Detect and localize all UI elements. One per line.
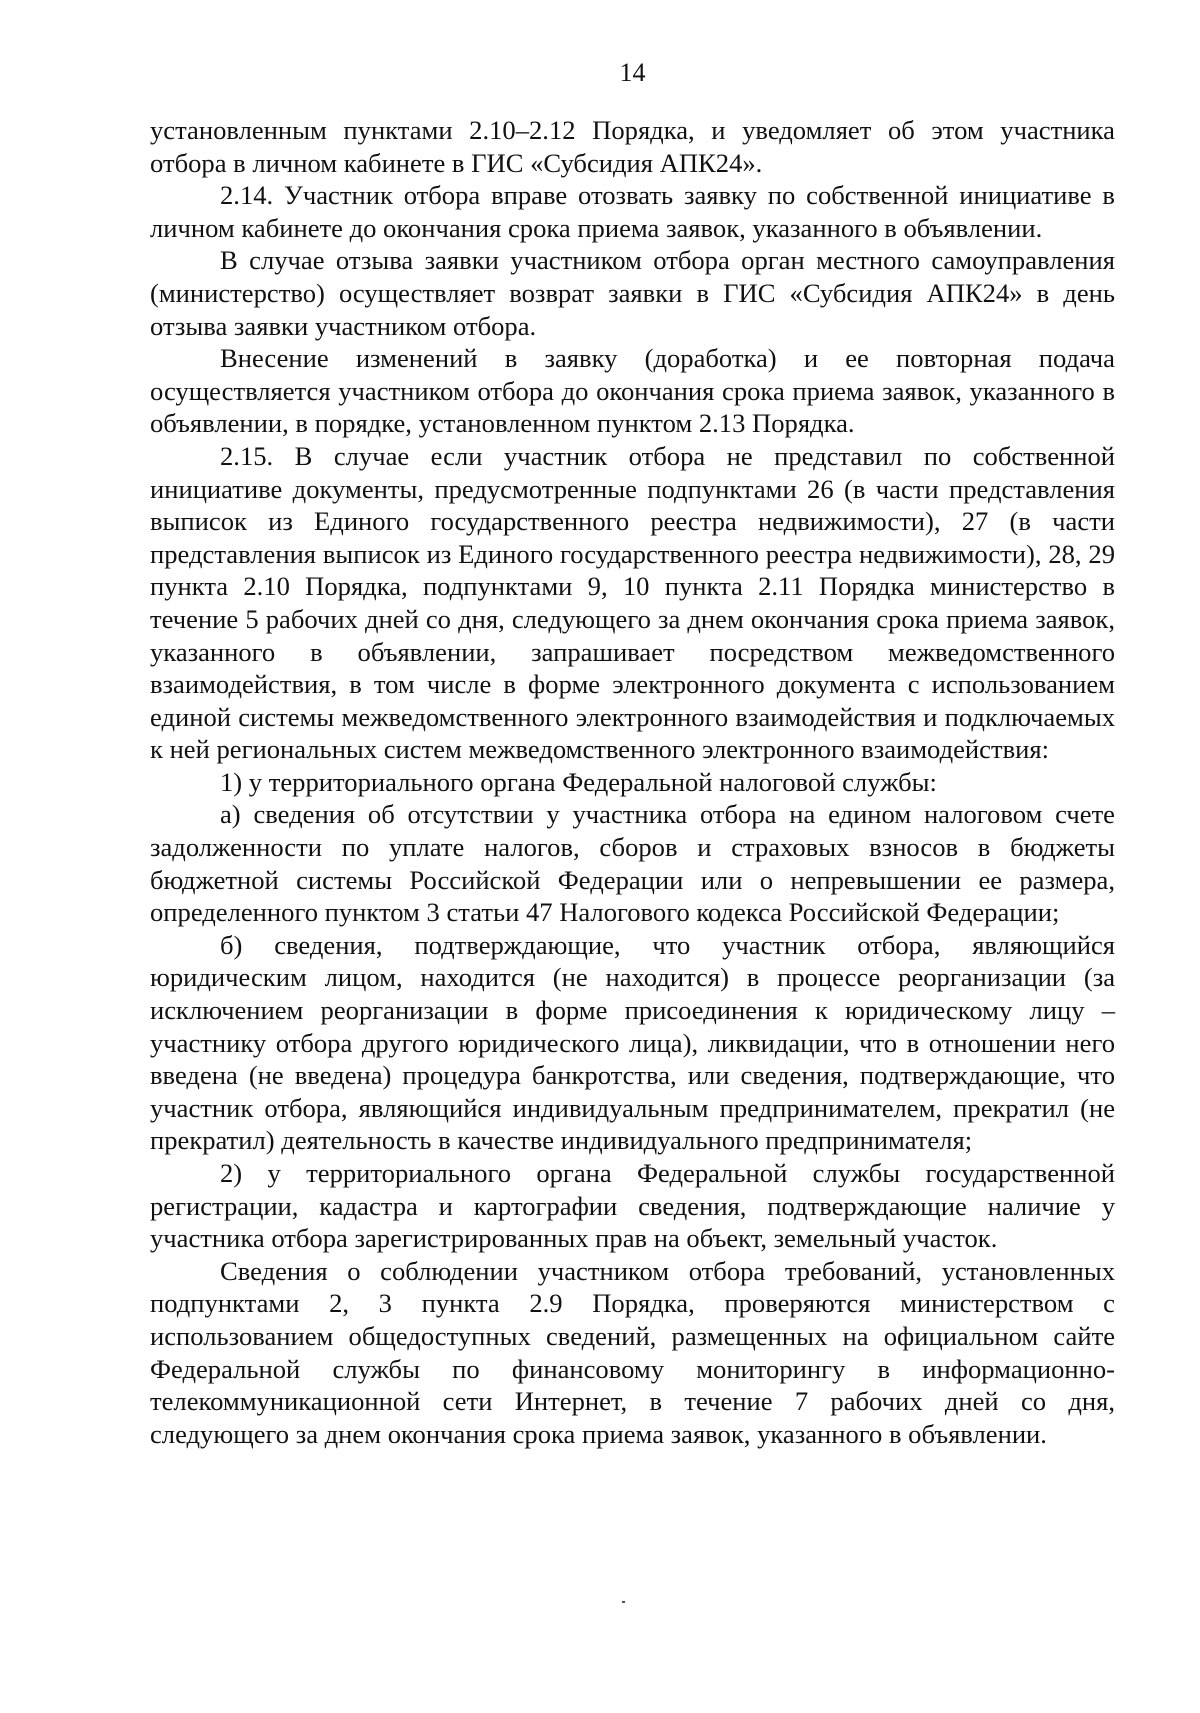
page-number: 14 <box>619 58 646 87</box>
paragraph-withdrawal: В случае отзыва заявки участником отбора орган местного самоуправления (министерство) осуществляет возврат заявки в ГИС «Субсидия АПК24» в день отзыва заявки участником отбора. <box>150 245 1115 341</box>
paragraph-item-1: 1) у территориального органа Федеральной налоговой службы: <box>220 766 937 797</box>
paragraph-amendments: Внесение изменений в заявку (доработка) и ее повторная подача осуществляется участником отбора до окончания срока приема заявок, указанного в объявлении, в порядке, установленном пунктом 2.13 Порядка. <box>150 343 1115 439</box>
paragraph-2-14: 2.14. Участник отбора вправе отозвать заявку по собственной инициативе в личном кабинете до окончания срока приема заявок, указанного в объявлении. <box>150 180 1115 243</box>
paragraph-item-1a: а) сведения об отсутствии у участника отбора на едином налоговом счете задолженности по уплате налогов, сборов и страховых взносов в бюджеты бюджетной системы Российской Федерации или о непревышении ее размера, определенного пунктом 3 статьи 47 Налогового кодекса Российской Федерации; <box>150 799 1115 928</box>
paragraph-2-15: 2.15. В случае если участник отбора не представил по собственной инициативе документы, предусмотренные подпунктами 26 (в части представления выписок из Единого государственного реестра недвижимости), 27 (в части представления выписок из Единого государственного реестра недвижимости), 28, 29 пункта 2.10 Порядка, подпунктами 9, 10 пункта 2.11 Порядка министерство в течение 5 рабочих дней со дня, следующего за днем окончания срока приема заявок, указанного в объявлении, запрашивает посредством межведомственного взаимодействия, в том числе в форме электронного документа с использованием единой системы межведомственного электронного взаимодействия и подключаемых к ней региональных систем межведомственного электронного взаимодействия: <box>150 440 1115 765</box>
document-body <box>150 114 1115 1450</box>
paragraph-item-2: 2) у территориального органа Федеральной службы государственной регистрации, кадастра и картографии сведения, подтверждающие наличие у участника отбора зарегистрированных прав на объект, земельный участок. <box>150 1158 1115 1254</box>
scan-dot-mark <box>622 1601 625 1603</box>
paragraph-compliance: Сведения о соблюдении участником отбора требований, установленных подпунктами 2, 3 пункта 2.9 Порядка, проверяются министерством с использованием общедоступных сведений, размещенных на официальном сайте Федеральной службы по финансовому мониторингу в информационно-телекоммуникационной сети Интернет, в течение 7 рабочих дней со дня, следующего за днем окончания срока приема заявок, указанного в объявлении. <box>150 1255 1115 1449</box>
paragraph-continuation: установленным пунктами 2.10–2.12 Порядка, и уведомляет об этом участника отбора в личном кабинете в ГИС «Субсидия АПК24». <box>150 115 1115 178</box>
paragraph-item-1b: б) сведения, подтверждающие, что участник отбора, являющийся юридическим лицом, находится (не находится) в процессе реорганизации (за исключением реорганизации в форме присоединения к юридическому лицу – участнику отбора другого юридического лица), ликвидации, что в отношении него введена (не введена) процедура банкротства, или сведения, подтверждающие, что участник отбора, являющийся индивидуальным предпринимателем, прекратил (не прекратил) деятельность в качестве индивидуального предпринимателя; <box>150 929 1115 1156</box>
